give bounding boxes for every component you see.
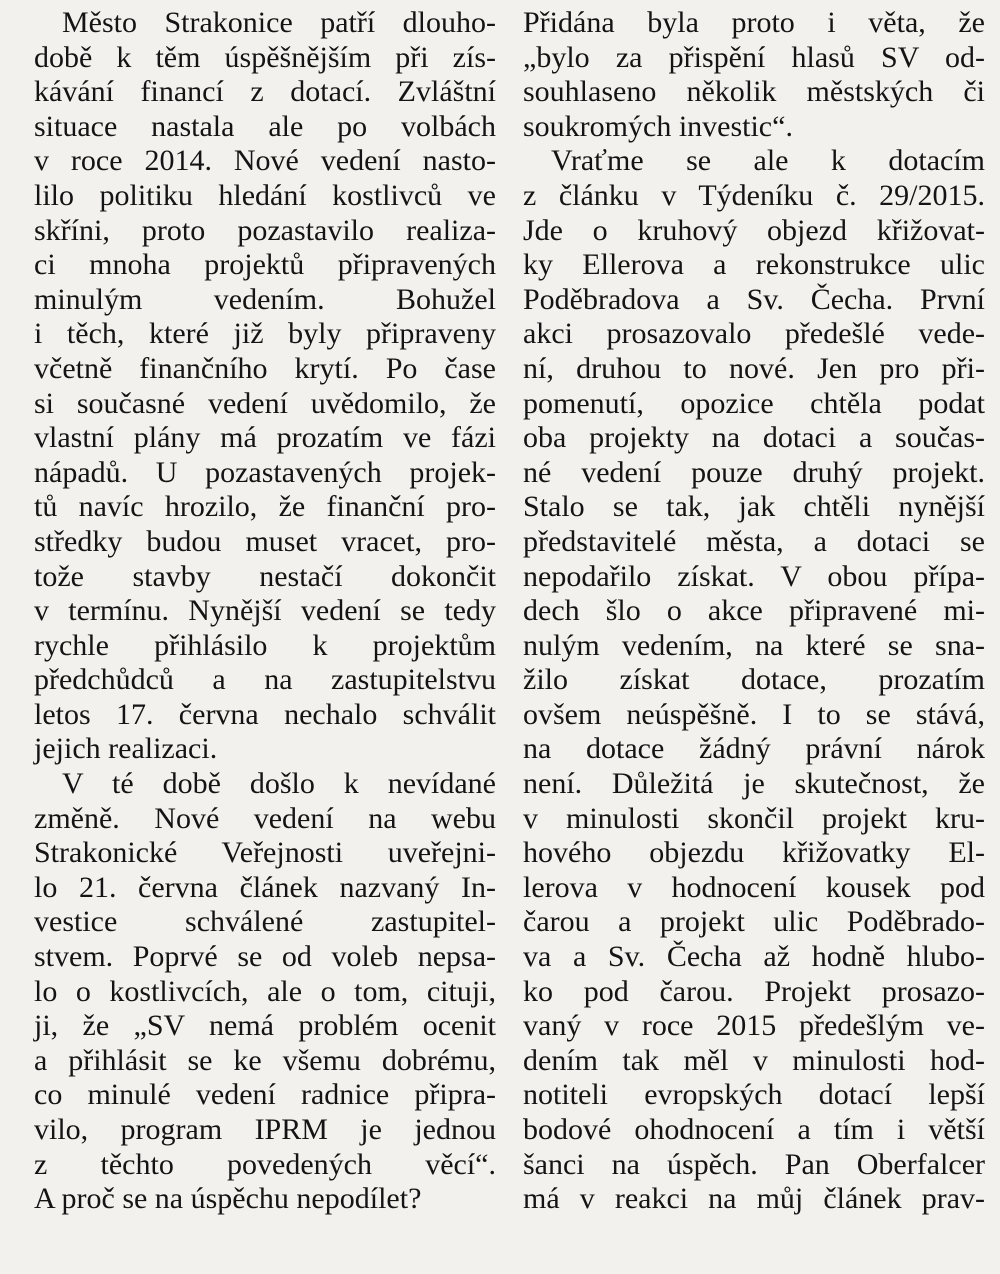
- text-line: v roce 2014. Nové vedení nasto-: [34, 144, 496, 178]
- text-line: skříni, proto pozastavilo realiza-: [34, 213, 496, 247]
- text-line: dením tak měl v minulosti hod-: [523, 1043, 985, 1077]
- text-line: z článku v Týdeníku č. 29/2015.: [523, 178, 985, 212]
- text-line: žilo získat dotace, prozatím: [523, 663, 985, 697]
- text-line: stvem. Poprvé se od voleb nepsa-: [34, 940, 496, 974]
- text-line: i těch, které již byly připraveny: [34, 317, 496, 351]
- text-line: vilo, program IPRM je jednou: [34, 1113, 496, 1146]
- text-line: není. Důležitá je skutečnost, že: [523, 767, 985, 801]
- text-line: kávání financí z dotací. Zvláštní: [34, 75, 496, 109]
- text-line: oba projekty na dotaci a součas-: [523, 421, 985, 455]
- text-line: středky budou muset vracet, pro-: [34, 524, 496, 558]
- text-line: ovšem neúspěšně. I to se stává,: [523, 697, 985, 731]
- text-line: situace nastala ale po volbách: [34, 109, 496, 143]
- text-line: pomenutí, opozice chtěla podat: [523, 386, 985, 420]
- text-line: v minulosti skončil projekt kru-: [523, 801, 985, 835]
- article-column-right: [523, 6, 985, 1217]
- text-line: tože stavby nestačí dokončit: [34, 559, 496, 593]
- text-line: Vraťme se ale k dotacím: [551, 144, 985, 178]
- text-line: lo o kostlivcích, ale o tom, cituji,: [34, 974, 496, 1008]
- text-line: né vedení pouze druhý projekt.: [523, 455, 985, 489]
- text-line: době k těm úspěšnějším při zís-: [34, 40, 496, 74]
- text-line: va a Sv. Čecha až hodně hlubo-: [523, 940, 985, 974]
- text-line: lilo politiku hledání kostlivců ve: [34, 178, 496, 212]
- text-line: tů navíc hrozilo, že finanční pro-: [34, 490, 496, 524]
- text-line: bodové ohodnocení a tím i větší: [523, 1113, 985, 1146]
- text-line: vaný v roce 2015 předešlým ve-: [523, 1009, 985, 1043]
- text-line: soukromých investic“.: [523, 109, 793, 143]
- text-line: lo 21. června článek nazvaný In-: [34, 870, 496, 904]
- text-line: notiteli evropských dotací lepší: [523, 1078, 985, 1112]
- text-line: V té době došlo k nevídané: [62, 767, 496, 801]
- text-line: dech šlo o akce připravené mi-: [523, 594, 985, 628]
- text-line: souhlaseno několik městských či: [523, 75, 985, 109]
- text-line: ci mnoha projektů připravených: [34, 248, 496, 282]
- text-line: A proč se na úspěchu nepodílet?: [34, 1182, 422, 1216]
- text-line: nepodařilo získat. V obou přípa-: [523, 559, 985, 593]
- text-line: ky Ellerova a rekonstrukce ulic: [523, 248, 985, 282]
- text-line: „bylo za přispění hlasů SV od-: [523, 40, 985, 74]
- text-line: změně. Nové vedení na webu: [34, 801, 496, 835]
- text-line: letos 17. června nechalo schválit: [34, 697, 496, 731]
- text-line: nulým vedením, na které se sna-: [523, 628, 985, 662]
- text-line: jejich realizaci.: [34, 732, 218, 766]
- text-line: z těchto povedených věcí“.: [34, 1147, 496, 1181]
- text-line: si současné vedení uvědomilo, že: [34, 386, 496, 420]
- text-line: Přidána byla proto i věta, že: [523, 6, 985, 39]
- text-line: vestice schválené zastupitel-: [34, 905, 496, 939]
- text-line: má v reakci na můj článek prav-: [523, 1182, 985, 1216]
- text-line: vlastní plány má prozatím ve fázi: [34, 421, 496, 455]
- text-line: akci prosazovalo předešlé vede-: [523, 317, 985, 351]
- article-column-left: [34, 6, 496, 1217]
- text-line: Město Strakonice patří dlouho-: [62, 6, 496, 39]
- text-line: nápadů. U pozastavených projek-: [34, 455, 496, 489]
- text-line: a přihlásit se ke všemu dobrému,: [34, 1043, 496, 1077]
- text-line: ní, druhou to nové. Jen pro při-: [523, 351, 985, 385]
- text-line: Jde o kruhový objezd křižovat-: [523, 213, 985, 247]
- text-line: co minulé vedení radnice připra-: [34, 1078, 496, 1112]
- text-line: minulým vedením. Bohužel: [34, 282, 496, 316]
- text-line: ji, že „SV nemá problém ocenit: [34, 1009, 496, 1043]
- text-line: Strakonické Veřejnosti uveřejni-: [34, 836, 496, 870]
- text-line: včetně finančního krytí. Po čase: [34, 351, 496, 385]
- text-line: Stalo se tak, jak chtěli nynější: [523, 490, 985, 524]
- text-line: rychle přihlásilo k projektům: [34, 628, 496, 662]
- text-line: hového objezdu křižovatky El-: [523, 836, 985, 870]
- text-line: šanci na úspěch. Pan Oberfalcer: [523, 1147, 985, 1181]
- text-line: na dotace žádný právní nárok: [523, 732, 985, 766]
- text-line: ko pod čarou. Projekt prosazo-: [523, 974, 985, 1008]
- text-line: představitelé města, a dotaci se: [523, 524, 985, 558]
- text-line: čarou a projekt ulic Poděbrado-: [523, 905, 985, 939]
- text-line: v termínu. Nynější vedení se tedy: [34, 594, 496, 628]
- text-line: lerova v hodnocení kousek pod: [523, 870, 985, 904]
- text-line: předchůdců a na zastupitelstvu: [34, 663, 496, 697]
- text-line: Poděbradova a Sv. Čecha. První: [523, 282, 985, 316]
